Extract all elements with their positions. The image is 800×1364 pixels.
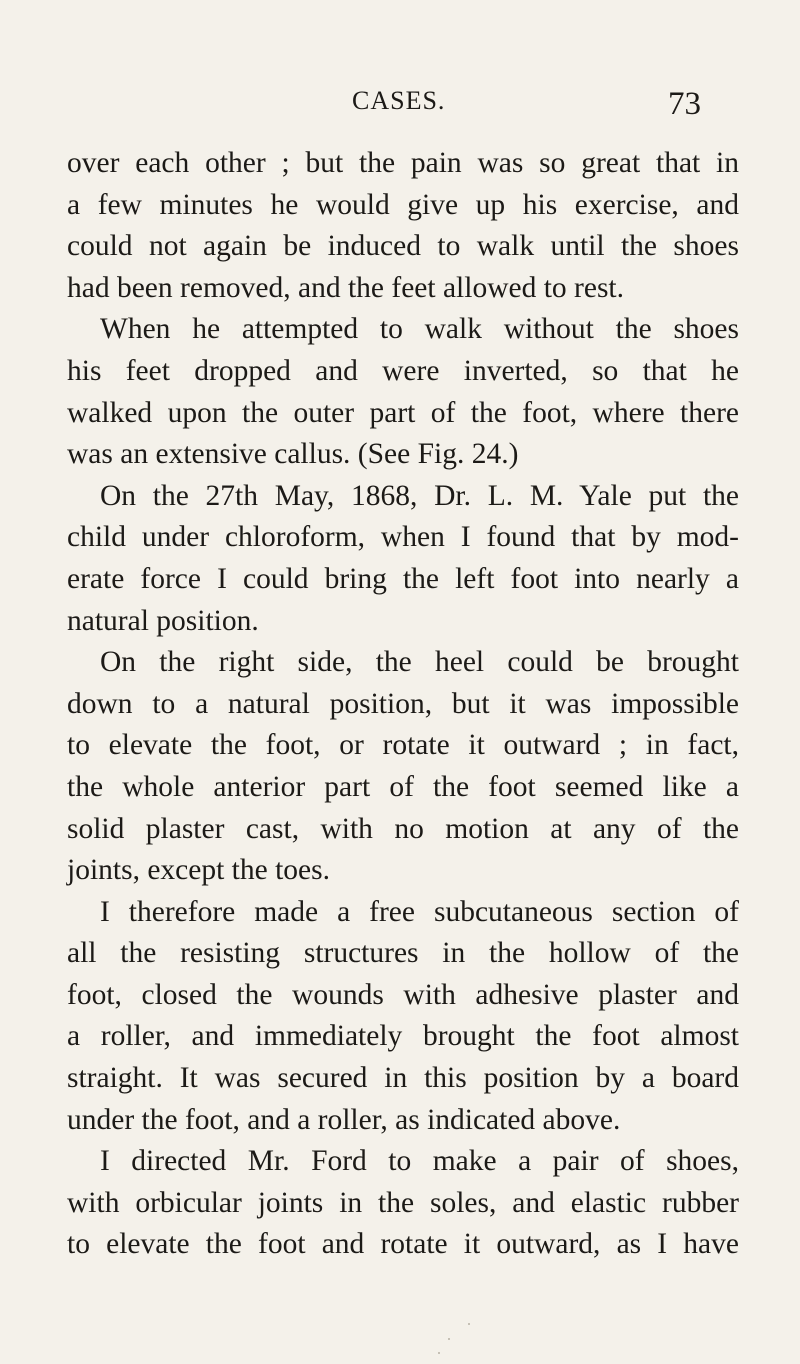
text-line: had been removed, and the feet allowed to rest. [67, 271, 624, 304]
running-head [0, 82, 800, 122]
page-number: 73 [668, 86, 701, 122]
text-line: walked upon the outer part of the foot, where there [67, 396, 739, 429]
text-line: to elevate the foot, or rotate it outward ; in fact, [67, 729, 739, 762]
text-line: under the foot, and a roller, as indicated above. [67, 1103, 621, 1136]
text-line: I directed Mr. Ford to make a pair of shoes, [100, 1145, 739, 1178]
text-line: straight. It was secured in this position by a board [67, 1062, 739, 1095]
text-line: was an extensive callus. (See Fig. 24.) [67, 438, 519, 471]
paper-speck [438, 1352, 440, 1354]
text-line: the whole anterior part of the foot seemed like a [67, 770, 739, 803]
chapter-title: CASES. [352, 86, 446, 115]
text-line: a few minutes he would give up his exercise, and [67, 188, 739, 221]
text-line: a roller, and immediately brought the foot almost [67, 1020, 739, 1053]
text-line: erate force I could bring the left foot into nearly a [67, 562, 739, 595]
text-line: child under chloroform, when I found that by mod- [67, 521, 739, 554]
text-line: foot, closed the wounds with adhesive plaster and [67, 978, 739, 1011]
paper-speck [468, 1323, 470, 1325]
text-line: On the 27th May, 1868, Dr. L. M. Yale put the [100, 479, 739, 512]
text-line: could not again be induced to walk until the shoes [67, 230, 739, 263]
body-text [67, 143, 739, 1266]
text-line: On the right side, the heel could be brought [100, 646, 739, 679]
text-line: joints, except the toes. [67, 854, 330, 887]
text-line: to elevate the foot and rotate it outward, as I have [67, 1228, 739, 1261]
text-line: all the resisting structures in the hollow of the [67, 937, 739, 970]
text-line: When he attempted to walk without the shoes [100, 313, 739, 346]
text-line: over each other ; but the pain was so great that in [67, 147, 739, 179]
text-line: I therefore made a free subcutaneous section of [100, 895, 739, 928]
text-line: natural position. [67, 604, 259, 637]
text-line: his feet dropped and were inverted, so that he [67, 354, 739, 387]
text-line: with orbicular joints in the soles, and elastic rubber [67, 1186, 739, 1219]
text-line: solid plaster cast, with no motion at any of the [67, 812, 739, 845]
text-line: down to a natural position, but it was impossible [67, 687, 739, 720]
paper-speck [448, 1338, 450, 1340]
